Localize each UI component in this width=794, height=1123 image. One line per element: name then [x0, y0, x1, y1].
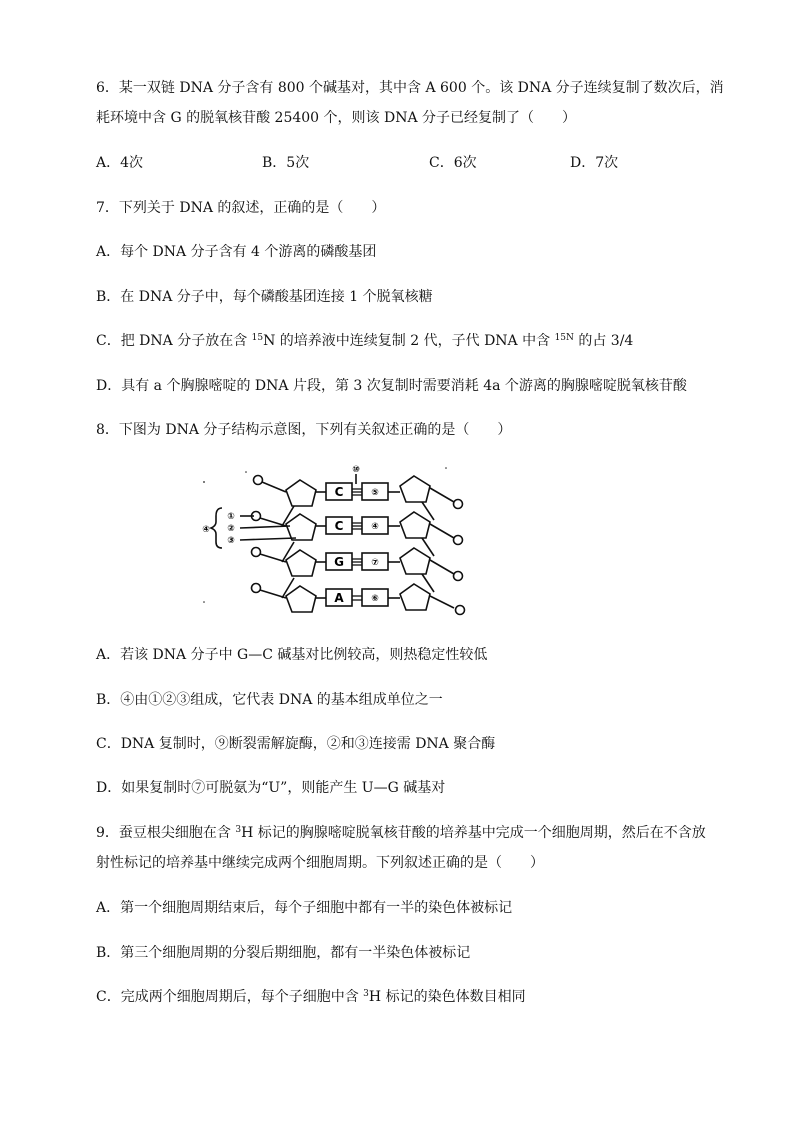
- q8-option-a: A．若该 DNA 分子中 G—C 碱基对比例较高，则热稳定性较低: [96, 647, 488, 663]
- bond-label-top: ⑩: [352, 465, 360, 475]
- q9-stem-line2: 射性标记的培养基中继续完成两个细胞周期。下列叙述正确的是（ ）: [96, 855, 544, 871]
- row3-left-base: G: [334, 555, 344, 569]
- row4-right-label: ⑥: [371, 594, 379, 604]
- row1-right-label: ⑤: [371, 488, 379, 498]
- q9-stem-line1: 9．蚕豆根尖细胞在含 $^3$H 标记的胸腺嘧啶脱氧核苷酸的培养基中完成一个细胞周期，然后在不含放: [96, 825, 706, 841]
- row4-left-base: A: [334, 591, 344, 605]
- row2-right-label: ④: [371, 522, 379, 532]
- q6-option-b: B．5次: [262, 155, 310, 171]
- q9-option-b: B．第三个细胞周期的分裂后期细胞，都有一半染色体被标记: [96, 945, 471, 961]
- dna-structure-diagram: [198, 462, 470, 620]
- q6-stem-line1: 6．某一双链 DNA 分子含有 800 个碱基对，其中含 A 600 个。该 DNA 分子连续复制了数次后，消: [96, 80, 724, 96]
- q8-stem: 8．下图为 DNA 分子结构示意图，下列有关叙述正确的是（ ）: [96, 422, 512, 438]
- brace-label: ④: [202, 525, 210, 535]
- row1-left-base: C: [334, 485, 344, 499]
- q6-option-c: C．6次: [429, 155, 477, 171]
- q7-option-d: D．具有 a 个胸腺嘧啶的 DNA 片段，第 3 次复制时需要消耗 4a 个游离的胸腺嘧啶脱氧核苷酸: [96, 378, 687, 394]
- q6-stem-line2: 耗环境中含 G 的脱氧核苷酸 25400 个，则该 DNA 分子已经复制了（ ）: [96, 110, 577, 126]
- q6-option-d: D．7次: [570, 155, 619, 171]
- q8-option-b: B．④由①②③组成，它代表 DNA 的基本组成单位之一: [96, 692, 443, 708]
- q9-option-c: C．完成两个细胞周期后，每个子细胞中含 $^3$H 标记的染色体数目相同: [96, 989, 526, 1005]
- part-label-2: ②: [227, 524, 235, 534]
- part-label-3: ③: [227, 536, 235, 546]
- row2-left-base: C: [334, 519, 344, 533]
- part-label-1: ①: [227, 512, 235, 522]
- q8-option-c: C．DNA 复制时，⑨断裂需解旋酶，②和③连接需 DNA 聚合酶: [96, 736, 496, 752]
- row3-right-label: ⑦: [371, 558, 379, 568]
- q7-option-b: B．在 DNA 分子中，每个磷酸基团连接 1 个脱氧核糖: [96, 289, 433, 305]
- q9-option-a: A．第一个细胞周期结束后，每个子细胞中都有一半的染色体被标记: [96, 900, 513, 916]
- q7-option-c: C．把 DNA 分子放在含 $^{15}$N 的培养液中连续复制 2 代，子代 DNA 中含 $^{15N}$ 的占 3/4: [96, 333, 634, 349]
- q6-option-a: A．4次: [96, 155, 144, 171]
- q7-option-a: A．每个 DNA 分子含有 4 个游离的磷酸基团: [96, 244, 377, 260]
- q7-stem: 7．下列关于 DNA 的叙述，正确的是（ ）: [96, 200, 386, 216]
- q8-option-d: D．如果复制时⑦可脱氨为“U”，则能产生 U—G 碱基对: [96, 780, 446, 796]
